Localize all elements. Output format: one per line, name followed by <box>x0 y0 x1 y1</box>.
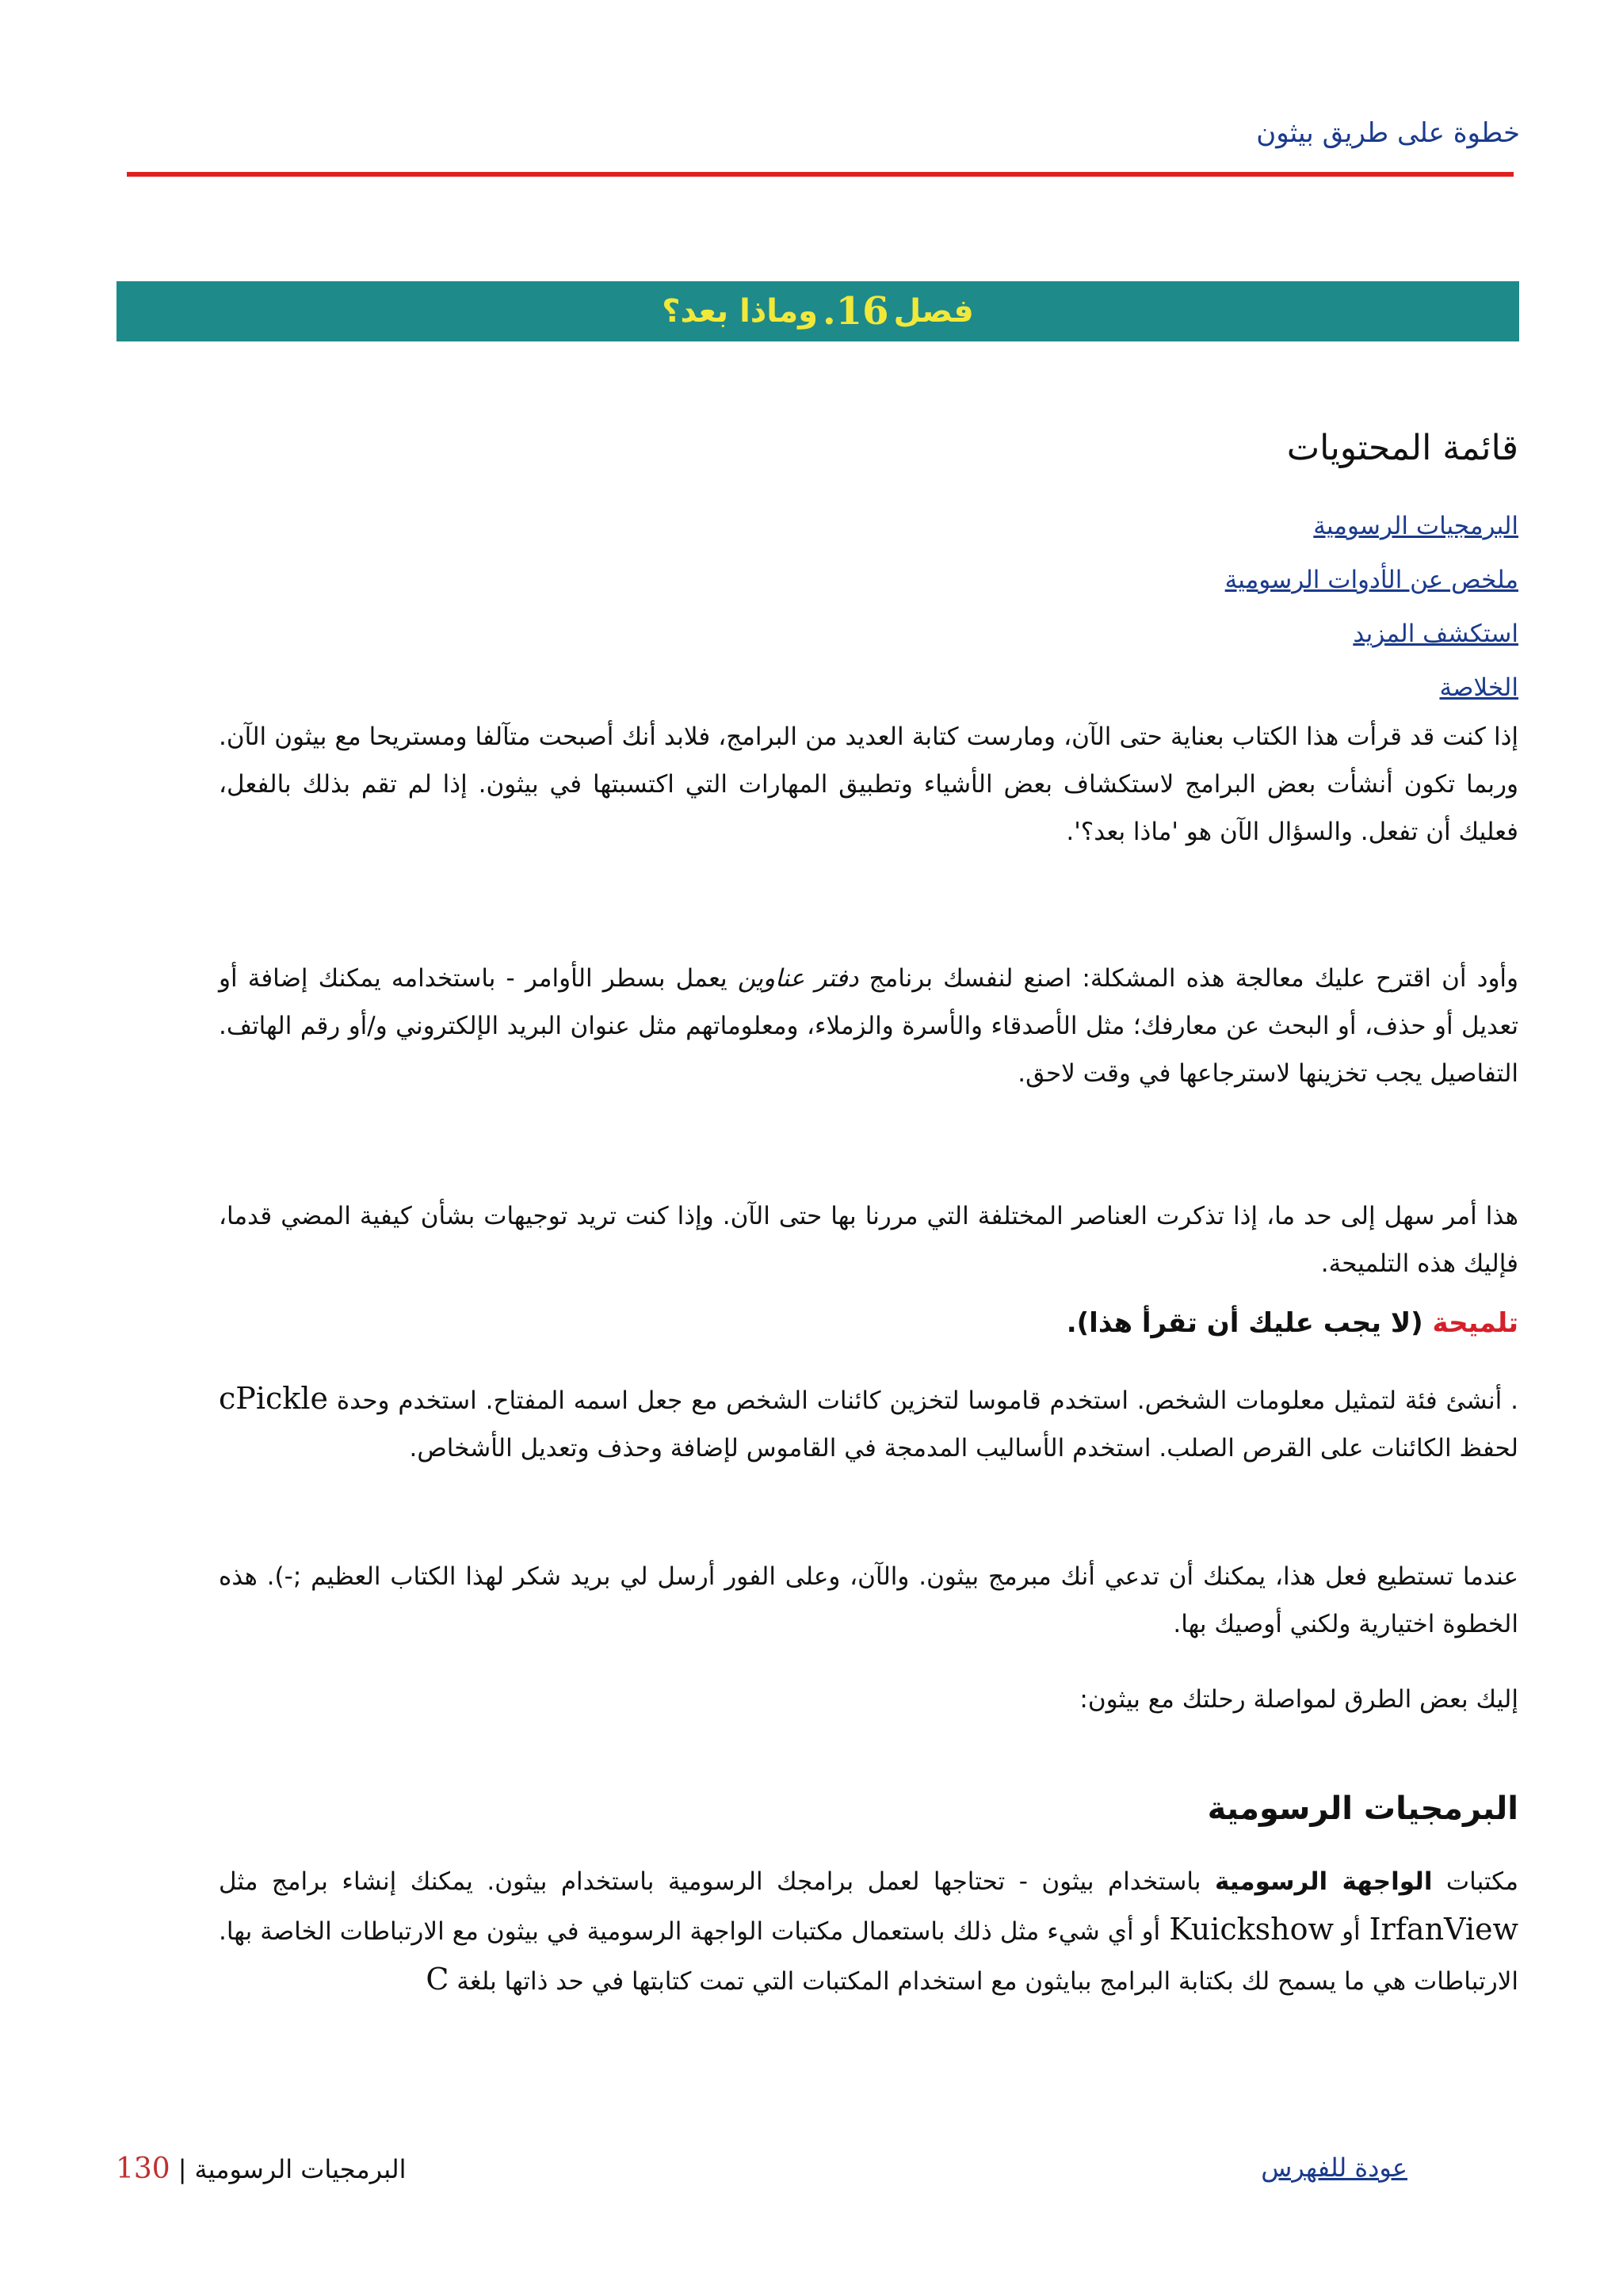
toc-item <box>1225 553 1518 607</box>
gui-part4: أو أي شيء مثل ذلك باستعمال مكتبات الواجهة الرسومية في بيثون مع الارتباطات الخاصة بها. الارتباطات هي ما يسمح لك بكتابة البرامج ببايثون مع استخدام المكتبات التي تمت كتابتها في حد ذاتها بلغة <box>219 1917 1518 1996</box>
chapter-number: 16. <box>822 289 889 334</box>
tip-line <box>1067 1307 1518 1339</box>
gui-part3: أو <box>1334 1917 1369 1946</box>
footer-page-info <box>116 2153 407 2185</box>
footer-section-name: البرمجيات الرسومية <box>194 2154 407 2184</box>
paragraph-claim: عندما تستطيع فعل هذا، يمكنك أن تدعي أنك مبرمج بيثون. والآن، وعلى الفور أرسل لي بريد شكر لهذا الكتاب العظيم ;-). هذه الخطوة اختيارية ولكني أوصيك بها. <box>219 1562 1518 1638</box>
gui-part1: مكتبات <box>1432 1867 1518 1896</box>
kuickshow-term: Kuickshow <box>1169 1912 1335 1947</box>
toc-link-summary[interactable]: الخلاصة <box>1439 673 1518 702</box>
page-number: 130 <box>116 2153 170 2185</box>
chapter-banner <box>116 281 1519 341</box>
toc-link-gui-tools-summary[interactable]: ملخص عن الأدوات الرسومية <box>1224 566 1518 594</box>
paragraph-hint-intro: هذا أمر سهل إلى حد ما، إذا تذكرت العناصر المختلفة التي مررنا بها حتى الآن. وإذا كنت تريد توجيهات بشأن كيفية المضي قدما، فإليك هذه التلميحة. <box>219 1202 1518 1278</box>
toc-item <box>1225 607 1518 661</box>
tip-text: (لا يجب عليك أن تقرأ هذا). <box>1066 1307 1423 1339</box>
toc-link-explore-more[interactable]: استكشف المزيد <box>1353 620 1518 648</box>
toc-item <box>1225 499 1518 553</box>
chapter-prefix: فصل <box>893 293 974 330</box>
toc-list <box>1225 499 1518 715</box>
paragraph-problem-part2: يعمل بسطر الأوامر - باستخدامه يمكنك إضافة أو تعديل أو حذف، أو البحث عن معارفك؛ مثل الأصدقاء والأسرة والزملاء، ومعلوماتهم مثل عنوان البريد الإلكتروني و/أو رقم الهاتف. التفاصيل يجب تخزينها لاسترجاعها في وقت لاحق. <box>219 964 1518 1088</box>
section-heading-graphical-software: البرمجيات الرسومية <box>1207 1791 1518 1827</box>
gui-part2: باستخدام بيثون - تحتاجها لعمل برامجك الرسومية باستخدام بيثون. يمكنك إنشاء برامج مثل <box>219 1867 1215 1896</box>
paragraph-ways: إليك بعض الطرق لمواصلة رحلتك مع بيثون: <box>1079 1685 1518 1714</box>
c-language-term: C <box>426 1962 449 1997</box>
paragraph-problem <box>219 955 1518 1097</box>
toc-item <box>1225 661 1518 715</box>
header-rule <box>127 172 1514 177</box>
paragraph-tip-details <box>219 1375 1518 1472</box>
paragraph-intro: إذا كنت قد قرأت هذا الكتاب بعناية حتى الآن، ومارست كتابة العديد من البرامج، فلابد أنك أصبحت متآلفا ومستريحا مع بيثون الآن. وربما تكون أنشأت بعض البرامج لاستكشاف بعض الأشياء وتطبيق المهارات التي اكتسبتها في بيثون. إذا لم تقم بذلك بالفعل، فعليك أن تفعل. والسؤال الآن هو 'ماذا بعد؟'. <box>219 723 1518 846</box>
tip-details-part2: لحفظ الكائنات على القرص الصلب. استخدم الأساليب المدمجة في القاموس لإضافة وحذف وتعديل الأشخاص. <box>409 1434 1518 1463</box>
footer-separator: | <box>178 2154 187 2184</box>
irfanview-term: IrfanView <box>1369 1912 1518 1947</box>
tip-label: تلميحة <box>1432 1307 1518 1339</box>
address-book-term: دفتر عناوين <box>737 964 859 993</box>
footer-back-to-index <box>1261 2153 1407 2183</box>
tip-details-part1: . أنشئ فئة لتمثيل معلومات الشخص. استخدم قاموسا لتخزين كائنات الشخص مع جعل اسمه المفتاح. استخدم وحدة <box>327 1386 1518 1415</box>
paragraph-gui-libraries <box>219 1858 1518 2005</box>
page-header-title: خطوة على طريق بيثون <box>1256 117 1520 149</box>
gui-bold-term: الواجهة الرسومية <box>1214 1867 1433 1896</box>
toc-link-graphical-software[interactable]: البرمجيات الرسومية <box>1313 512 1518 540</box>
back-to-index-link[interactable]: عودة للفهرس <box>1261 2153 1407 2183</box>
paragraph-problem-part1: وأود أن اقترح عليك معالجة هذه المشكلة: اصنع لنفسك برنامج <box>858 964 1518 993</box>
toc-heading: قائمة المحتويات <box>1286 428 1518 468</box>
chapter-title: وماذا بعد؟ <box>662 293 818 330</box>
cpickle-term: cPickle <box>219 1381 328 1416</box>
